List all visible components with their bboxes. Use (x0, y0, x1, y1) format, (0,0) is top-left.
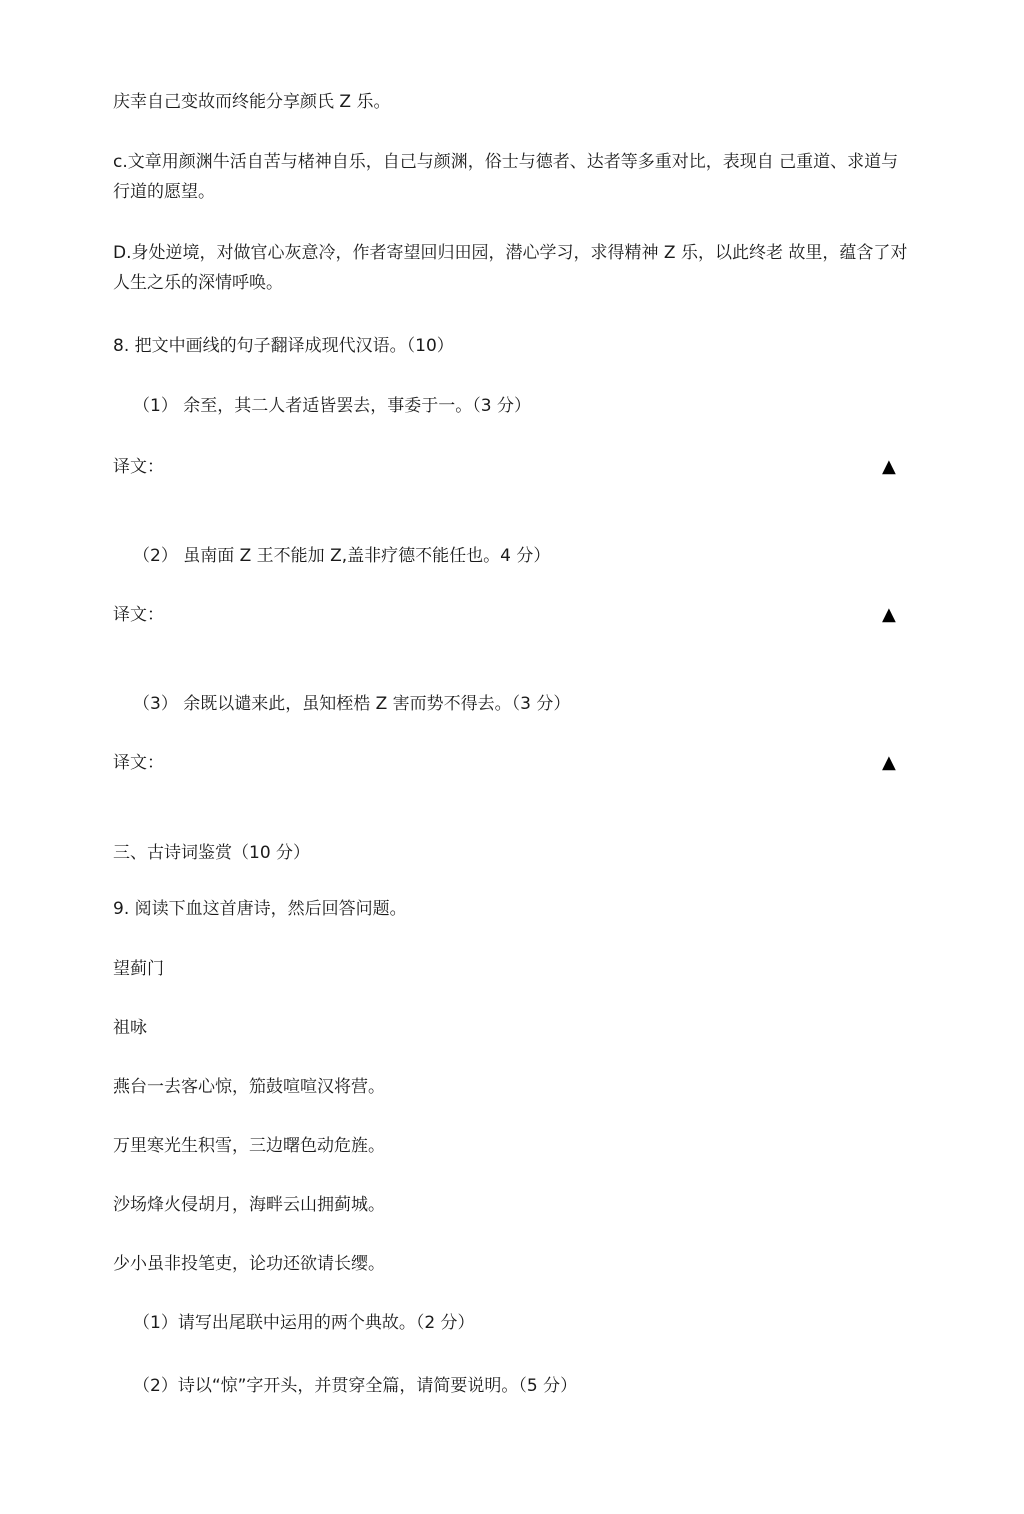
text-line: 庆幸自己变故而终能分享颜氏 Z 乐。 (113, 92, 391, 112)
poem-line: 沙场烽火侵胡月，海畔云山拥蓟城。 (113, 1195, 385, 1215)
answer-label-3: 译文： (113, 753, 164, 773)
triangle-icon: ▲ (882, 752, 896, 773)
poem-line: 万里寒光生积雪，三边曙色动危旌。 (113, 1136, 385, 1156)
question-8-3: （3） 余既以谴来此，虽知桎梏 Z 害而势不得去。（3 分） (133, 694, 571, 714)
answer-label-2: 译文： (113, 605, 164, 625)
poem-line: 燕台一去客心惊，笳鼓喧喧汉将营。 (113, 1077, 385, 1097)
question-9-2: （2）诗以“惊”字开头，并贯穿全篇，请简要说明。（5 分） (133, 1376, 578, 1396)
question-8: 8. 把文中画线的句子翻译成现代汉语。（10） (113, 336, 454, 356)
triangle-icon: ▲ (882, 604, 896, 625)
triangle-icon: ▲ (882, 456, 896, 477)
question-8-2: （2） 虽南面 Z 王不能加 Z,盖非疗德不能任也。4 分） (133, 546, 551, 566)
question-8-1: （1） 余至，其二人者适皆罢去，事委于一。（3 分） (133, 396, 531, 416)
question-9: 9. 阅读下血这首唐诗，然后回答问题。 (113, 899, 407, 919)
answer-label-1: 译文： (113, 457, 164, 477)
section-heading: 三、古诗词鉴赏（10 分） (113, 843, 311, 863)
poem-line: 少小虽非投笔吏，论功还欲请长缨。 (113, 1254, 385, 1274)
option-d: D.身处逆境，对做官心灰意冷，作者寄望回归田园，潜心学习，求得精神 Z 乐，以此终老 故里，蕴含了对人生之乐的深情呼唤。 (113, 243, 908, 293)
question-9-1: （1）请写出尾联中运用的两个典故。（2 分） (133, 1313, 475, 1333)
poem-author: 祖咏 (113, 1018, 147, 1038)
option-c: c.文章用颜渊牛活自苦与楮神自乐，自己与颜渊，俗士与德者、达者等多重对比，表现自 己重道、求道与行道的愿望。 (113, 152, 899, 202)
poem-title: 望蓟门 (113, 959, 164, 979)
